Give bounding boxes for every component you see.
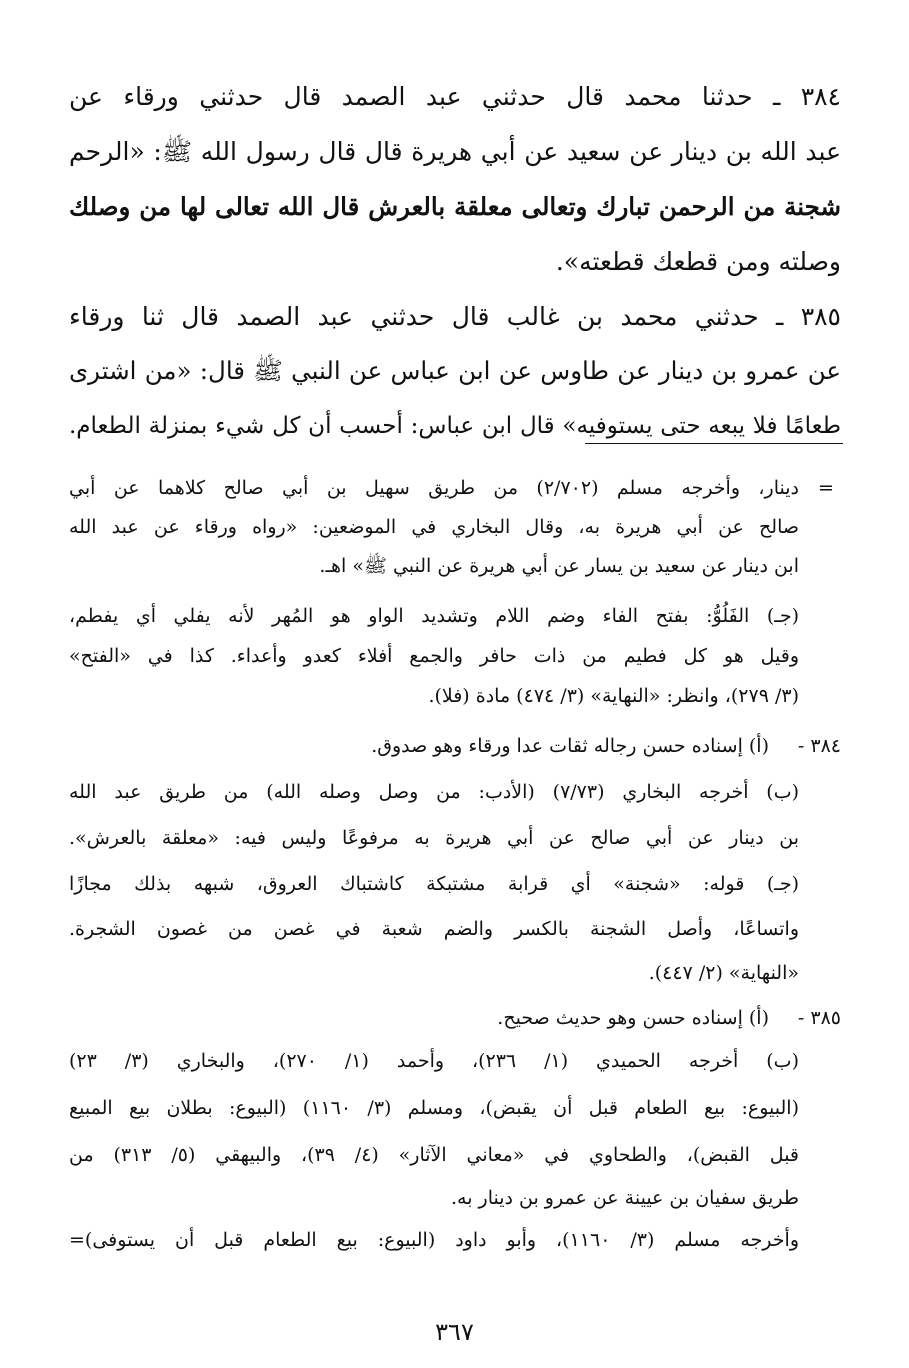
footnote-line: (أ) إسناده حسن رجاله ثقات عدا ورقاء وهو صدوق. <box>371 735 769 757</box>
main-line: ٣٨٥ ـ حدثني محمد بن غالب قال حدثني عبد الصمد قال ثنا ورقاء <box>69 302 841 331</box>
continuation-mark: = <box>818 477 834 499</box>
main-line: شجنة من الرحمن تبارك وتعالى معلقة بالعرش قال الله تعالى لها من وصلك <box>69 192 841 221</box>
footnote-line: «النهاية» (٢/ ٤٤٧). <box>648 962 799 984</box>
footnote-line: (جـ) قوله: «شجنة» أي قرابة مشتبكة كاشتباك العروق، شبهه بذلك مجازًا <box>69 873 799 895</box>
footnote-line: (جـ) الفَلُوُّ: بفتح الفاء وضم اللام وتشديد الواو هو المُهر لأنه يفلي أي يفطم، <box>69 605 799 627</box>
footnote-line: (أ) إسناده حسن وهو حديث صحيح. <box>497 1007 769 1029</box>
footnote-number-385: ٣٨٥ - <box>797 1007 841 1029</box>
footnote-separator <box>585 443 843 444</box>
footnote-line: صالح عن أبي هريرة به، وقال البخاري في الموضعين: «رواه ورقاء عن عبد الله <box>69 516 799 538</box>
main-line: عبد الله بن دينار عن سعيد عن أبي هريرة قال قال رسول الله ﷺ: «الرحم <box>69 137 841 166</box>
footnote-line: (ب) أخرجه البخاري (٧/٧٣) (الأدب: من وصل وصله الله) من طريق عبد الله <box>69 781 799 803</box>
footnote-line: دينار، وأخرجه مسلم (٢/٧٠٢) من طريق سهيل بن أبي صالح كلاهما عن أبي <box>69 477 799 499</box>
footnote-line: (ب) أخرجه الحميدي (١/ ٢٣٦)، وأحمد (١/ ٢٧٠)، والبخاري (٣/ ٢٣) <box>69 1050 799 1072</box>
main-line: ٣٨٤ ـ حدثنا محمد قال حدثني عبد الصمد قال حدثني ورقاء عن <box>69 82 841 111</box>
footnote-number-384: ٣٨٤ - <box>797 735 841 757</box>
main-line: طعامًا فلا يبعه حتى يستوفيه» قال ابن عباس: أحسب أن كل شيء بمنزلة الطعام. <box>69 413 841 439</box>
footnote-line: قبل القبض)، والطحاوي في «معاني الآثار» (٤/ ٣٩)، والبيهقي (٥/ ٣١٣) من <box>69 1144 799 1166</box>
footnote-line: واتساعًا، وأصل الشجنة بالكسر والضم شعبة في غصن من غصون الشجرة. <box>69 918 799 940</box>
footnote-line: (البيوع: بيع الطعام قبل أن يقبض)، ومسلم (٣/ ١١٦٠) (البيوع: بطلان بيع المبيع <box>69 1097 799 1119</box>
footnote-line: وأخرجه مسلم (٣/ ١١٦٠)، وأبو داود (البيوع: بيع الطعام قبل أن يستوفى)= <box>69 1229 799 1251</box>
main-line: وصلته ومن قطعك قطعته». <box>555 247 841 276</box>
footnote-line: طريق سفيان بن عيينة عن عمرو بن دينار به. <box>450 1187 799 1209</box>
footnote-line: (٣/ ٢٧٩)، وانظر: «النهاية» (٣/ ٤٧٤) مادة (فلا). <box>428 685 799 707</box>
footnote-line: ابن دينار عن سعيد بن يسار عن أبي هريرة عن النبي ﷺ» اهـ. <box>319 555 799 577</box>
main-line: عن عمرو بن دينار عن طاوس عن ابن عباس عن النبي ﷺ قال: «من اشترى <box>69 356 841 385</box>
footnote-line: بن دينار عن أبي صالح عن أبي هريرة به مرفوعًا وليس فيه: «معلقة بالعرش». <box>69 827 799 849</box>
footnote-line: وقيل هو كل فطيم من ذات حافر والجمع أفلاء كعدو وأعداء. كذا في «الفتح» <box>69 645 799 667</box>
page-number: ٣٦٧ <box>435 1318 474 1346</box>
